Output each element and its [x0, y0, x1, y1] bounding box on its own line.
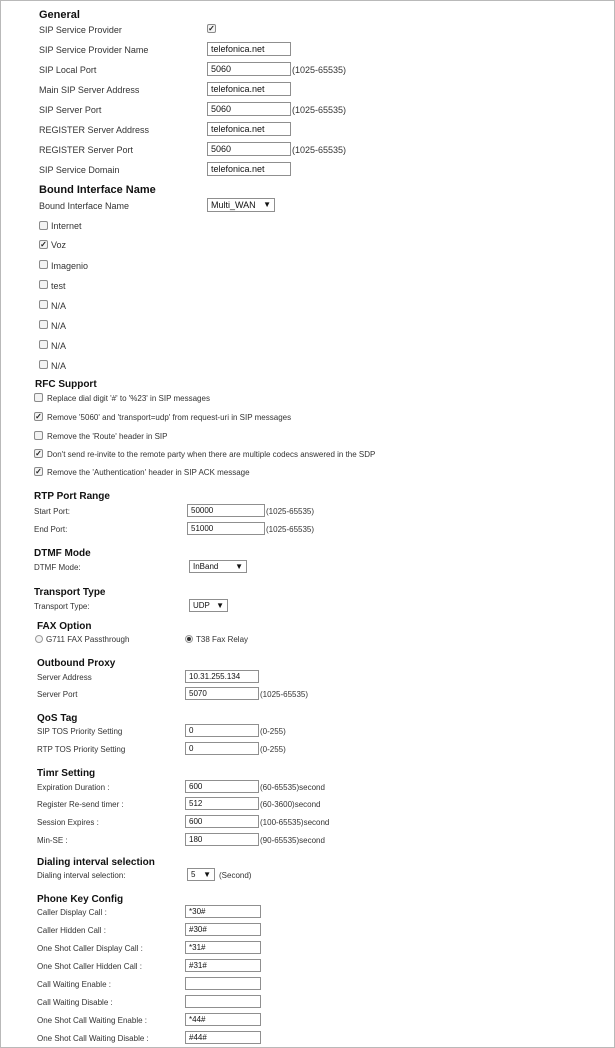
phonekey-label: One Shot Caller Display Call : — [37, 944, 143, 953]
range-hint: (0-255) — [260, 727, 286, 736]
phonekey-label: Caller Display Call : — [37, 908, 107, 917]
rfc-option-checkbox[interactable]: ✓ — [35, 449, 42, 458]
interface-label: N/A — [51, 361, 67, 371]
dialing-label: Dialing interval selection: — [37, 871, 126, 880]
interface-label: N/A — [51, 321, 67, 331]
interface-label: test — [51, 281, 66, 291]
proxy-port-input[interactable] — [185, 687, 259, 700]
register-server-port-input[interactable] — [207, 142, 291, 156]
one-shot-cw-enable-input[interactable] — [185, 1013, 261, 1026]
range-hint: (0-255) — [260, 745, 286, 754]
dtmf-heading: DTMF Mode — [34, 548, 91, 559]
fax-heading: FAX Option — [37, 621, 92, 632]
dropdown-arrow-icon: ▼ — [203, 870, 211, 879]
transport-type-value: UDP — [193, 601, 210, 610]
range-hint: (100-65535)second — [260, 818, 330, 827]
field-label: SIP Local Port — [39, 65, 97, 75]
phonekey-label: Caller Hidden Call : — [37, 926, 106, 935]
register-server-address-input[interactable] — [207, 122, 291, 136]
qos-rtp-label: RTP TOS Priority Setting — [37, 745, 126, 754]
dialing-interval-value: 5 — [191, 870, 196, 879]
sip-server-port-input[interactable] — [207, 102, 291, 116]
field-label: REGISTER Server Address — [39, 125, 150, 135]
proxy-heading: Outbound Proxy — [37, 658, 116, 669]
main-sip-server-input[interactable] — [207, 82, 291, 96]
rfc-option-label: Remove the 'Authentication' header in SIP ACK message — [47, 468, 250, 477]
field-label: REGISTER Server Port — [39, 145, 134, 155]
caller-display-call-input[interactable] — [185, 905, 261, 918]
rfc-option-checkbox[interactable] — [34, 393, 43, 402]
phonekey-label: One Shot Caller Hidden Call : — [37, 962, 142, 971]
timer-label: Register Re-send timer : — [37, 800, 124, 809]
general-heading: General — [39, 9, 80, 21]
rfc-option-label: Don't send re-invite to the remote party when there are multiple codecs answered in the SDP — [47, 450, 376, 459]
dialing-unit: (Second) — [219, 871, 252, 880]
phonekey-label: One Shot Call Waiting Enable : — [37, 1016, 147, 1025]
bound-interface-select[interactable] — [207, 198, 275, 212]
range-hint: (90-65535)second — [260, 836, 325, 845]
bound-interface-value: Multi_WAN — [211, 200, 256, 210]
rfc-option-label: Remove the 'Route' header in SIP — [47, 432, 168, 441]
sip-service-domain-input[interactable] — [207, 162, 291, 176]
caller-hidden-call-input[interactable] — [185, 923, 261, 936]
rfc-option-checkbox[interactable] — [34, 431, 43, 440]
interface-label: Imagenio — [51, 261, 89, 271]
one-shot-display-input[interactable] — [185, 941, 261, 954]
rfc-option-checkbox[interactable]: ✓ — [35, 467, 42, 476]
dropdown-arrow-icon: ▼ — [263, 200, 271, 209]
sip-service-provider-label: SIP Service Provider — [39, 25, 122, 35]
dropdown-arrow-icon: ▼ — [216, 601, 224, 610]
rtp-end-label: End Port: — [34, 525, 68, 534]
timer-label: Session Expires : — [37, 818, 99, 827]
call-waiting-enable-input[interactable] — [185, 977, 261, 990]
rtp-end-port-input[interactable] — [187, 522, 265, 535]
sip-service-provider-checkbox[interactable]: ✓ — [208, 24, 215, 33]
rtp-start-label: Start Port: — [34, 507, 71, 516]
phonekey-label: One Shot Call Waiting Disable : — [37, 1034, 149, 1043]
proxy-port-label: Server Port — [37, 690, 78, 699]
min-se-input[interactable] — [185, 833, 259, 846]
interface-checkbox-internet[interactable] — [39, 221, 48, 230]
dialing-heading: Dialing interval selection — [37, 857, 155, 868]
interface-checkbox-na-3[interactable] — [39, 340, 48, 349]
rtp-start-port-input[interactable] — [187, 504, 265, 517]
bound-interface-label: Bound Interface Name — [39, 201, 130, 211]
range-hint: (1025-65535) — [260, 690, 309, 699]
proxy-address-label: Server Address — [37, 673, 92, 682]
dtmf-mode-value: InBand — [193, 562, 219, 571]
interface-label: Internet — [51, 221, 82, 231]
dtmf-mode-select[interactable] — [189, 560, 247, 573]
range-hint: (1025-65535) — [266, 507, 315, 516]
range-hint: (60-65535)second — [260, 783, 325, 792]
transport-heading: Transport Type — [34, 587, 106, 598]
bound-interface-heading: Bound Interface Name — [39, 184, 156, 196]
qos-sip-input[interactable] — [185, 724, 259, 737]
call-waiting-disable-input[interactable] — [185, 995, 261, 1008]
phonekey-label: Call Waiting Enable : — [37, 980, 111, 989]
fax-g711-label: G711 FAX Passthrough — [46, 635, 130, 644]
range-hint: (1025-65535) — [266, 525, 315, 534]
rfc-option-label: Remove '5060' and 'transport=udp' from request-uri in SIP messages — [47, 413, 292, 422]
range-hint: (1025-65535) — [292, 105, 347, 115]
fax-g711-radio[interactable] — [35, 635, 43, 643]
dtmf-label: DTMF Mode: — [34, 563, 81, 572]
timer-heading: Timr Setting — [37, 768, 96, 779]
range-hint: (60-3600)second — [260, 800, 321, 809]
fax-t38-radio[interactable] — [185, 635, 193, 643]
interface-checkbox-na-1[interactable] — [39, 300, 48, 309]
field-label: SIP Server Port — [39, 105, 102, 115]
interface-checkbox-na-4[interactable] — [39, 360, 48, 369]
one-shot-hidden-input[interactable] — [185, 959, 261, 972]
interface-label: Voz — [51, 240, 67, 250]
phonekey-label: Call Waiting Disable : — [37, 998, 113, 1007]
timer-label: Min-SE : — [37, 836, 68, 845]
fax-t38-label: T38 Fax Relay — [196, 635, 249, 644]
field-label: SIP Service Provider Name — [39, 45, 149, 55]
transport-type-select[interactable] — [189, 599, 228, 612]
sip-local-port-input[interactable] — [207, 62, 291, 76]
rfc-option-label: Replace dial digit '#' to '%23' in SIP messages — [47, 394, 210, 403]
qos-heading: QoS Tag — [37, 713, 78, 724]
interface-checkbox-voz[interactable]: ✓ — [40, 240, 47, 249]
phonekey-heading: Phone Key Config — [37, 894, 124, 905]
expiration-duration-input[interactable] — [185, 780, 259, 793]
interface-checkbox-na-2[interactable] — [39, 320, 48, 329]
session-expires-input[interactable] — [185, 815, 259, 828]
sip-provider-name-input[interactable] — [207, 42, 291, 56]
interface-checkbox-test[interactable] — [39, 280, 48, 289]
interface-label: N/A — [51, 341, 67, 351]
rfc-support-heading: RFC Support — [35, 379, 97, 390]
qos-rtp-input[interactable] — [185, 742, 259, 755]
one-shot-cw-disable-input[interactable] — [185, 1031, 261, 1044]
field-label: Main SIP Server Address — [39, 85, 140, 95]
rtp-heading: RTP Port Range — [34, 491, 110, 502]
dialing-interval-select[interactable] — [187, 868, 215, 881]
field-label: SIP Service Domain — [39, 165, 120, 175]
proxy-address-input[interactable] — [185, 670, 259, 683]
rfc-option-checkbox[interactable]: ✓ — [35, 412, 42, 421]
interface-checkbox-imagenio[interactable] — [39, 260, 48, 269]
timer-label: Expiration Duration : — [37, 783, 110, 792]
interface-label: N/A — [51, 301, 67, 311]
qos-sip-label: SIP TOS Priority Setting — [37, 727, 123, 736]
dropdown-arrow-icon: ▼ — [235, 562, 243, 571]
range-hint: (1025-65535) — [292, 65, 347, 75]
transport-label: Transport Type: — [34, 602, 90, 611]
register-resend-input[interactable] — [185, 797, 259, 810]
range-hint: (1025-65535) — [292, 145, 347, 155]
